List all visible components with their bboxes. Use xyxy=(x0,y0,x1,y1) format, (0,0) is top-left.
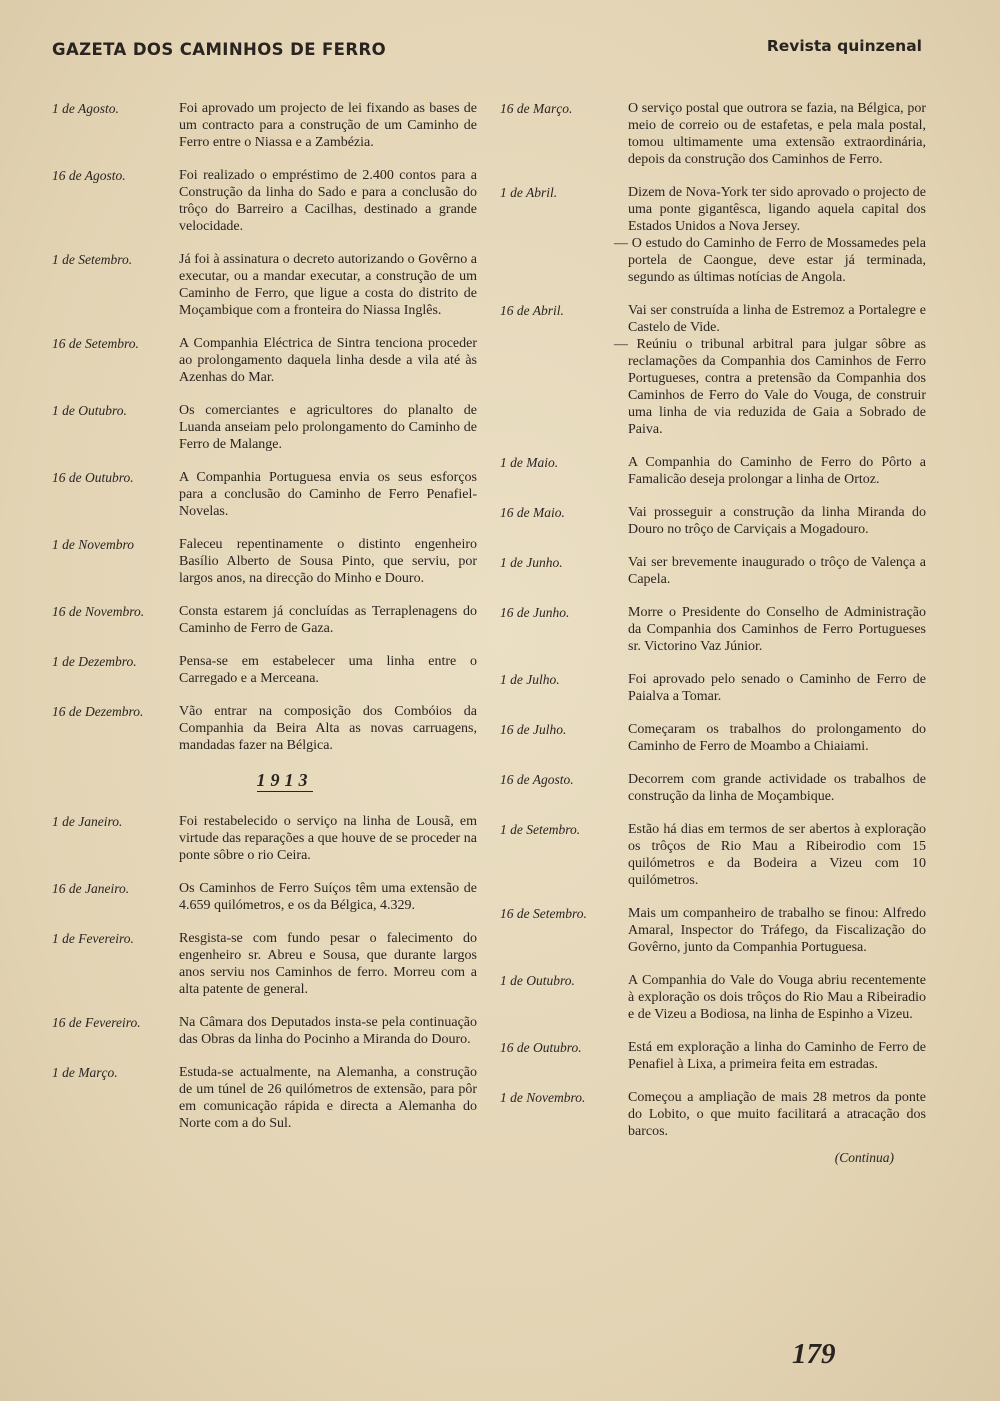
entry-body xyxy=(628,554,926,588)
entry-date: 1 de Outubro. xyxy=(500,973,575,988)
entry-body xyxy=(179,469,477,520)
continued-note: (Continua) xyxy=(834,1150,894,1165)
chronicle-entry xyxy=(52,703,477,754)
chronicle-entry xyxy=(500,184,926,286)
entry-date: 1 de Novembro. xyxy=(500,1090,586,1105)
publication-subtitle: Revista quinzenal xyxy=(766,37,922,55)
entry-date: 16 de Agosto. xyxy=(500,772,574,787)
entry-body xyxy=(628,771,926,805)
entry-date: 16 de Dezembro. xyxy=(52,704,144,719)
entry-date: 16 de Setembro. xyxy=(52,336,139,351)
chronicle-entry xyxy=(52,536,477,587)
entry-body xyxy=(628,821,926,889)
chronicle-entry xyxy=(500,671,926,705)
entry-date: 1 de Abril. xyxy=(500,185,558,200)
left-column xyxy=(52,100,477,1148)
entry-text: Resgista-se com fundo pesar o falecimento do engenheiro sr. Abreu e Sousa, que durante largos anos serviu nos Caminhos de ferro. Morreu com a alta patente de general. xyxy=(179,931,477,997)
entry-body xyxy=(179,703,477,754)
entry-date: 16 de Junho. xyxy=(500,605,570,620)
entry-date: 1 de Julho. xyxy=(500,672,560,687)
left-entries-after-year xyxy=(52,813,477,1132)
entry-text: A Companhia do Caminho de Ferro do Pôrto a Famalicão deseja prolongar a linha de Ortoz. xyxy=(628,455,926,487)
entry-text: Vai prosseguir a construção da linha Miranda do Douro no trôço de Carviçais a Mogadouro. xyxy=(628,505,926,537)
entry-body xyxy=(628,504,926,538)
entry-date: 1 de Outubro. xyxy=(52,403,127,418)
entry-date: 16 de Agosto. xyxy=(52,168,126,183)
chronicle-entry xyxy=(52,335,477,386)
entry-text: Foi aprovado um projecto de lei fixando as bases de um contracto para a construção de um Caminho de Ferro entre o Niassa e a Zambézia. xyxy=(179,101,477,150)
entry-text: Decorrem com grande actividade os trabalhos de construção da linha de Moçambique. xyxy=(628,772,926,804)
entry-body xyxy=(628,972,926,1023)
chronicle-entry xyxy=(52,930,477,998)
chronicle-entry xyxy=(500,972,926,1023)
entry-text: Morre o Presidente do Conselho de Administração da Companhia dos Caminhos de Ferro Portugueses sr. Victorino Vaz Júnior. xyxy=(628,605,926,654)
entry-text: Começou a ampliação de mais 28 metros da ponte do Lobito, o que muito facilitará a atracação dos barcos. xyxy=(628,1090,926,1139)
right-entries xyxy=(500,100,926,1140)
chronicle-entry xyxy=(500,721,926,755)
chronicle-entry xyxy=(52,653,477,687)
entry-body xyxy=(179,930,477,998)
entry-text: A Companhia Eléctrica de Sintra tenciona proceder ao prolongamento daquela linha desde a vila até às Azenhas do Mar. xyxy=(179,336,477,385)
entry-date: 1 de Setembro. xyxy=(52,252,133,267)
entry-body xyxy=(179,653,477,687)
entry-body xyxy=(628,1039,926,1073)
chronicle-entry xyxy=(52,1014,477,1048)
entry-body xyxy=(179,251,477,319)
entry-body xyxy=(179,880,477,914)
entry-date: 1 de Dezembro. xyxy=(52,654,137,669)
entry-body xyxy=(628,1089,926,1140)
entry-body xyxy=(628,671,926,705)
entry-text: — O estudo do Caminho de Ferro de Mossamedes pela portela de Caongue, deve estar já terminada, segundo as últimas notícias de Angola. xyxy=(614,236,926,285)
entry-text: Na Câmara dos Deputados insta-se pela continuação das Obras da linha do Pocinho a Miranda do Douro. xyxy=(179,1015,477,1047)
entry-text: Vão entrar na composição dos Combóios da Companhia da Beira Alta as novas carruagens, mandadas fazer na Bélgica. xyxy=(179,704,477,753)
entry-text: Pensa-se em estabelecer uma linha entre o Carregado e a Merceana. xyxy=(179,654,477,686)
entry-text: — Reúniu o tribunal arbitral para julgar sôbre as reclamações da Companhia dos Caminhos de Ferro Portugueses, contra a pretensão da Companhia dos Caminhos de Ferro do Vale do Vouga, de construir uma linha de via reduzida de Gaia a Sobrado de Paiva. xyxy=(614,337,926,437)
chronicle-entry xyxy=(52,402,477,453)
entry-body xyxy=(628,721,926,755)
entry-date: 16 de Outubro. xyxy=(500,1040,582,1055)
chronicle-entry xyxy=(500,821,926,889)
chronicle-entry xyxy=(500,100,926,168)
entry-date: 1 de Novembro xyxy=(52,537,134,552)
entry-date: 1 de Março. xyxy=(52,1065,118,1080)
chronicle-entry xyxy=(52,603,477,637)
entry-date: 1 de Fevereiro. xyxy=(52,931,134,946)
entry-text: Os Caminhos de Ferro Suíços têm uma extensão de 4.659 quilómetros, e os da Bélgica, 4.329. xyxy=(179,881,477,913)
entry-body xyxy=(614,302,926,438)
entry-body xyxy=(179,1014,477,1048)
chronicle-entry xyxy=(52,880,477,914)
left-entries-before-year xyxy=(52,100,477,754)
entry-body xyxy=(628,604,926,655)
chronicle-entry xyxy=(500,1039,926,1073)
entry-text: O serviço postal que outrora se fazia, na Bélgica, por meio de correio ou de estafetas, e pela mala postal, tomou ultimamente uma extensão extraordinária, depois da construção dos Caminhos de Ferro. xyxy=(628,101,926,167)
entry-date: 1 de Maio. xyxy=(500,455,559,470)
entry-body xyxy=(179,603,477,637)
entry-date: 1 de Janeiro. xyxy=(52,814,123,829)
page-number: 179 xyxy=(792,1338,836,1370)
entry-text: Mais um companheiro de trabalho se finou: Alfredo Amaral, Inspector do Tráfego, da Fiscalização do Govêrno, junto da Companhia Portuguesa. xyxy=(628,906,926,955)
entry-text: Está em exploração a linha do Caminho de Ferro de Penafiel à Lixa, a primeira feita em estradas. xyxy=(628,1040,926,1072)
right-column xyxy=(500,100,926,1166)
chronicle-entry xyxy=(52,251,477,319)
chronicle-entry xyxy=(52,813,477,864)
entry-date: 1 de Setembro. xyxy=(500,822,581,837)
entry-text: Estuda-se actualmente, na Alemanha, a construção de um túnel de 26 quilómetros de extensão, para pôr em comunicação rápida e directa a Alemanha do Norte com a do Sul. xyxy=(179,1065,477,1131)
entry-body xyxy=(179,335,477,386)
chronicle-entry xyxy=(500,604,926,655)
entry-date: 16 de Fevereiro. xyxy=(52,1015,141,1030)
entry-text: Faleceu repentinamente o distinto engenheiro Basílio Alberto de Sousa Pinto, que serviu, por largos anos, na direcção do Minho e Douro. xyxy=(179,537,477,586)
entry-body xyxy=(179,1064,477,1132)
entry-date: 1 de Agosto. xyxy=(52,101,119,116)
entry-body xyxy=(179,100,477,151)
entry-body xyxy=(179,167,477,235)
chronicle-entry xyxy=(500,1089,926,1140)
entry-body xyxy=(179,813,477,864)
entry-body xyxy=(614,184,926,286)
publication-title: GAZETA DOS CAMINHOS DE FERRO xyxy=(52,40,386,59)
chronicle-entry xyxy=(500,554,926,588)
entry-text: Consta estarem já concluídas as Terraplenagens do Caminho de Ferro de Gaza. xyxy=(179,604,477,636)
entry-date: 16 de Novembro. xyxy=(52,604,145,619)
entry-body xyxy=(179,402,477,453)
entry-body xyxy=(628,905,926,956)
entry-text: Começaram os trabalhos do prolongamento do Caminho de Ferro de Moambo a Chiaiami. xyxy=(628,722,926,754)
entry-date: 1 de Junho. xyxy=(500,555,563,570)
entry-body xyxy=(179,536,477,587)
entry-date: 16 de Maio. xyxy=(500,505,565,520)
entry-date: 16 de Março. xyxy=(500,101,573,116)
entry-body xyxy=(628,454,926,488)
year-heading: 1913 xyxy=(256,770,313,790)
chronicle-entry xyxy=(500,504,926,538)
chronicle-entry xyxy=(500,454,926,488)
entry-text: Já foi à assinatura o decreto autorizando o Govêrno a executar, ou a mandar executar, a construção de um Caminho de Ferro, que ligue a costa do distrito de Moçambique com a fronteira do Niassa Inglês. xyxy=(179,252,477,318)
entry-body xyxy=(628,100,926,168)
entry-date: 16 de Janeiro. xyxy=(52,881,130,896)
chronicle-entry xyxy=(500,302,926,438)
chronicle-entry xyxy=(52,100,477,151)
entry-date: 16 de Outubro. xyxy=(52,470,134,485)
chronicle-entry xyxy=(500,905,926,956)
chronicle-entry xyxy=(500,771,926,805)
entry-text: Vai ser construída a linha de Estremoz a Portalegre e Castelo de Vide. xyxy=(628,303,926,335)
entry-text: A Companhia Portuguesa envia os seus esforços para a conclusão do Caminho de Ferro Penafiel-Novelas. xyxy=(179,470,477,519)
entry-text: Foi restabelecido o serviço na linha de Lousã, em virtude das reparações a que houve de se proceder na ponte sôbre o rio Ceira. xyxy=(179,814,477,863)
entry-date: 16 de Abril. xyxy=(500,303,564,318)
entry-text: Vai ser brevemente inaugurado o trôço de Valença a Capela. xyxy=(628,555,926,587)
entry-text: A Companhia do Vale do Vouga abriu recentemente à exploração os dois trôços do Rio Mau a Ribeiradio e de Vizeu a Bodiosa, na linha de Espinho a Vizeu. xyxy=(628,973,926,1022)
chronicle-entry xyxy=(52,1064,477,1132)
entry-date: 16 de Julho. xyxy=(500,722,567,737)
entry-text: Os comerciantes e agricultores do planalto de Luanda anseiam pelo prolongamento do Caminho de Ferro de Malange. xyxy=(179,403,477,452)
entry-text: Dizem de Nova-York ter sido aprovado o projecto de uma ponte gigantêsca, ligando aquela capital dos Estados Unidos a Nova Jersey. xyxy=(628,185,926,234)
chronicle-entry xyxy=(52,469,477,520)
entry-text: Estão há dias em termos de ser abertos à exploração os trôços de Rio Mau a Ribeirodio com 15 quilómetros e da Bodeira a Vizeu com 10 quilómetros. xyxy=(628,822,926,888)
chronicle-entry xyxy=(52,167,477,235)
entry-text: Foi aprovado pelo senado o Caminho de Ferro de Paialva a Tomar. xyxy=(628,672,926,704)
entry-text: Foi realizado o empréstimo de 2.400 contos para a Construção da linha do Sado e para a conclusão do trôço do Barreiro a Cacilhas, destinado a grande velocidade. xyxy=(179,168,477,234)
entry-date: 16 de Setembro. xyxy=(500,906,587,921)
